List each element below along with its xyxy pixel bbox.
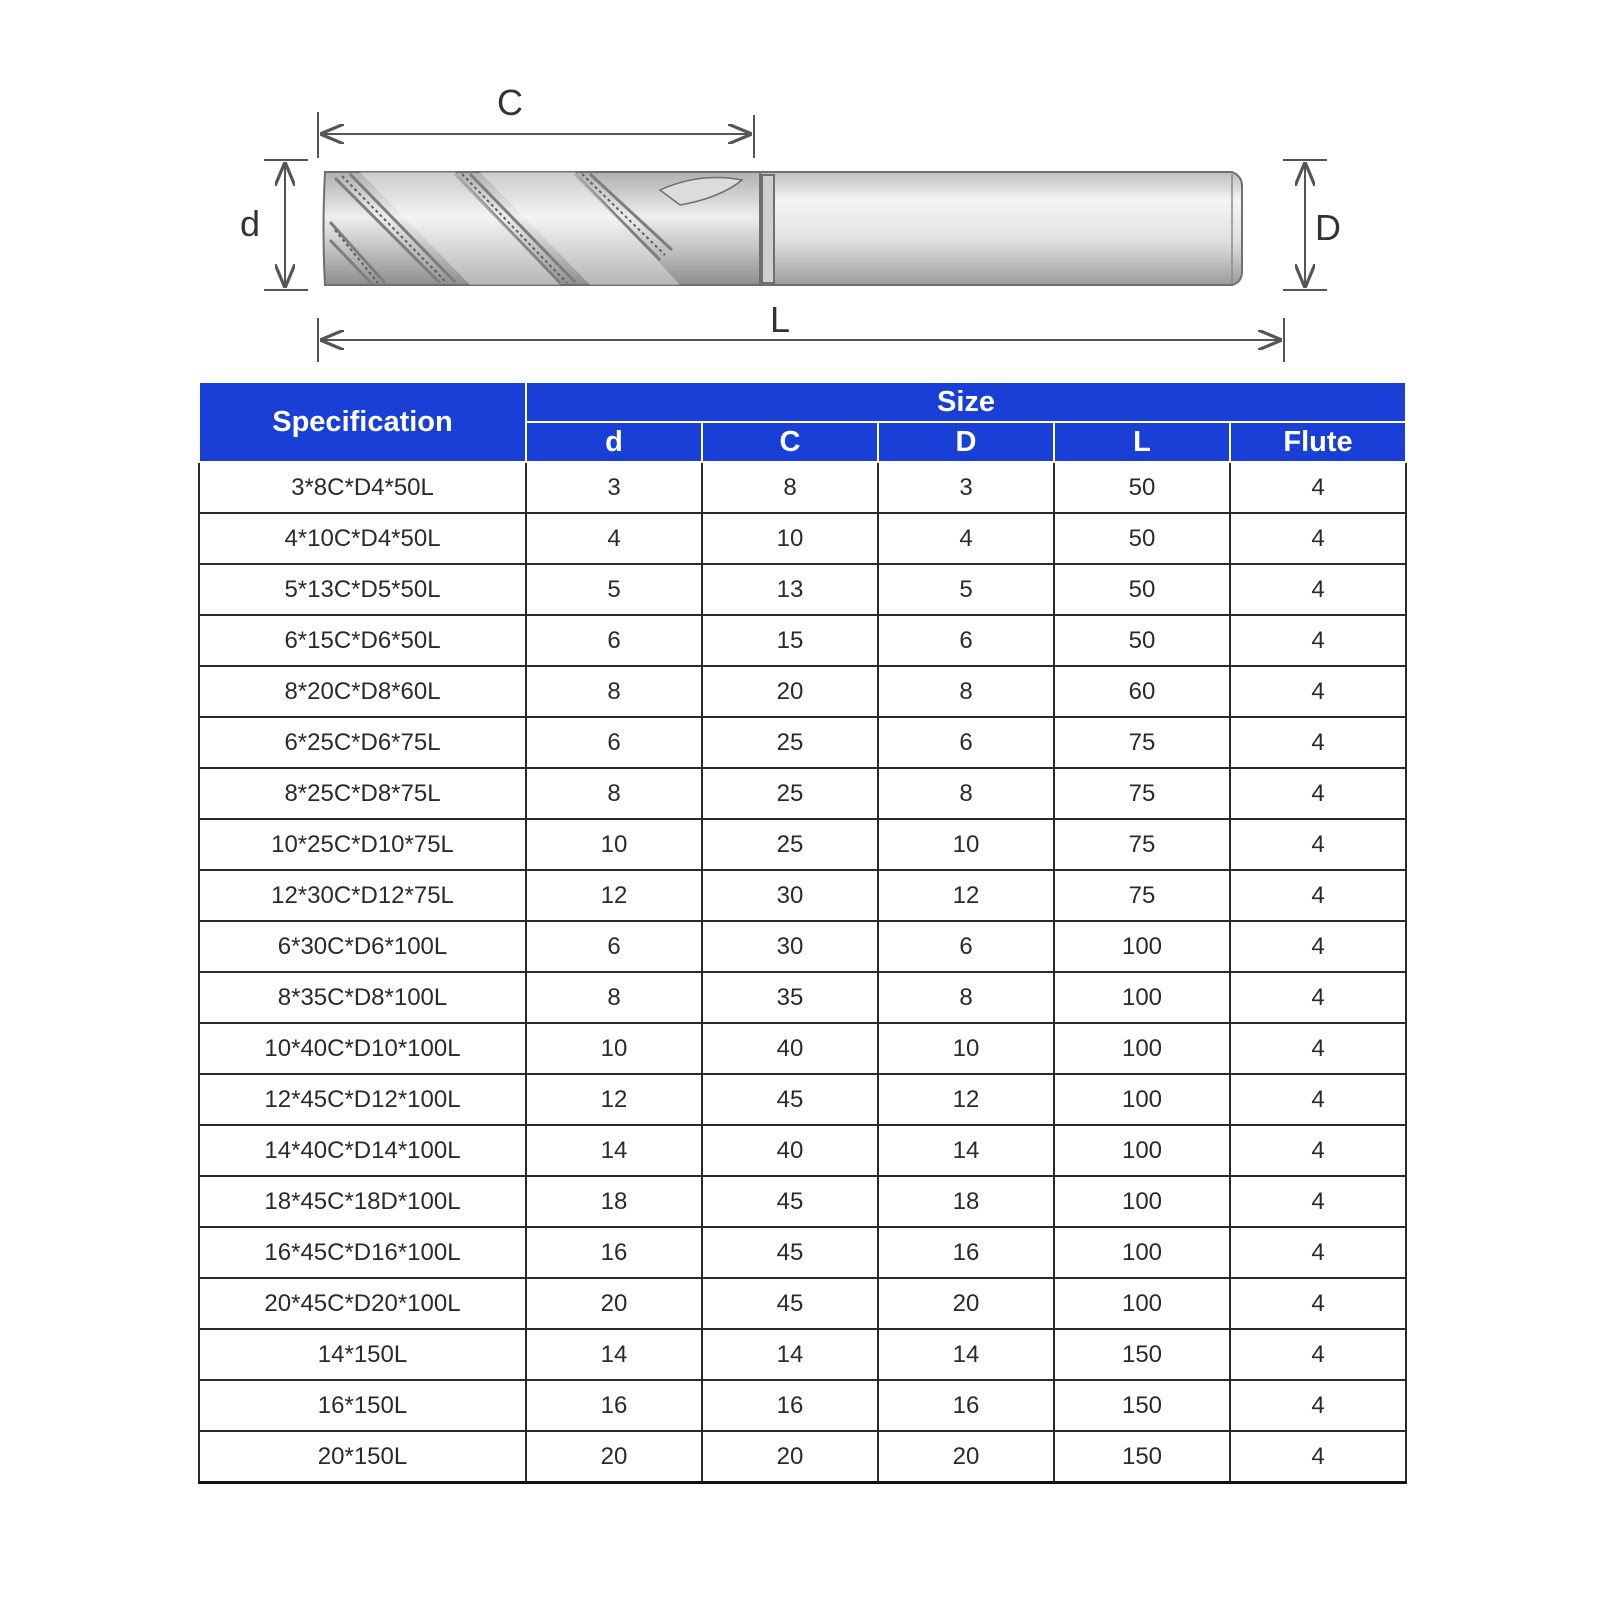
value-cell: 4: [1230, 564, 1406, 615]
value-cell: 100: [1054, 1176, 1230, 1227]
value-cell: 4: [1230, 462, 1406, 513]
table-row: [199, 1431, 1406, 1483]
label-l: L: [769, 299, 791, 340]
value-cell: 50: [1054, 564, 1230, 615]
value-cell: 4: [1230, 870, 1406, 921]
value-cell: 4: [1230, 1074, 1406, 1125]
value-cell: 4: [1230, 819, 1406, 870]
table-row: [199, 1227, 1406, 1278]
column-header-c: C: [702, 422, 878, 462]
value-cell: 14: [702, 1329, 878, 1380]
value-cell: 12: [526, 1074, 702, 1125]
value-cell: 50: [1054, 462, 1230, 513]
value-cell: 4: [1230, 717, 1406, 768]
value-cell: 4: [1230, 1380, 1406, 1431]
table-row: [199, 1329, 1406, 1380]
value-cell: 4: [1230, 921, 1406, 972]
value-cell: 10: [878, 1023, 1054, 1074]
value-cell: 4: [1230, 1431, 1406, 1483]
value-cell: 15: [702, 615, 878, 666]
table-row: [199, 921, 1406, 972]
table-row: [199, 1074, 1406, 1125]
table-row: [199, 768, 1406, 819]
value-cell: 45: [702, 1278, 878, 1329]
value-cell: 20: [526, 1431, 702, 1483]
table-row: [199, 513, 1406, 564]
value-cell: 4: [526, 513, 702, 564]
value-cell: 35: [702, 972, 878, 1023]
value-cell: 4: [1230, 513, 1406, 564]
spec-cell: 6*25C*D6*75L: [199, 717, 526, 768]
spec-cell: 5*13C*D5*50L: [199, 564, 526, 615]
value-cell: 6: [526, 615, 702, 666]
label-d: d: [239, 203, 261, 244]
value-cell: 75: [1054, 819, 1230, 870]
value-cell: 10: [526, 1023, 702, 1074]
table-row: [199, 666, 1406, 717]
value-cell: 5: [878, 564, 1054, 615]
value-cell: 6: [878, 921, 1054, 972]
column-header-flute: Flute: [1230, 422, 1406, 462]
value-cell: 14: [526, 1125, 702, 1176]
table-row: [199, 1278, 1406, 1329]
value-cell: 50: [1054, 513, 1230, 564]
value-cell: 100: [1054, 1227, 1230, 1278]
table-row: [199, 717, 1406, 768]
value-cell: 100: [1054, 1074, 1230, 1125]
value-cell: 8: [878, 768, 1054, 819]
value-cell: 25: [702, 819, 878, 870]
value-cell: 150: [1054, 1380, 1230, 1431]
spec-cell: 14*40C*D14*100L: [199, 1125, 526, 1176]
spec-cell: 10*25C*D10*75L: [199, 819, 526, 870]
value-cell: 14: [878, 1329, 1054, 1380]
column-header-d: d: [526, 422, 702, 462]
spec-cell: 8*35C*D8*100L: [199, 972, 526, 1023]
value-cell: 6: [878, 615, 1054, 666]
size-header: Size: [526, 382, 1406, 422]
table-row: [199, 1023, 1406, 1074]
value-cell: 10: [526, 819, 702, 870]
table-row: [199, 870, 1406, 921]
value-cell: 100: [1054, 1023, 1230, 1074]
value-cell: 4: [1230, 666, 1406, 717]
table-row: [199, 1176, 1406, 1227]
value-cell: 75: [1054, 870, 1230, 921]
value-cell: 16: [526, 1227, 702, 1278]
value-cell: 4: [1230, 1227, 1406, 1278]
value-cell: 3: [526, 462, 702, 513]
value-cell: 18: [878, 1176, 1054, 1227]
spec-cell: 6*30C*D6*100L: [199, 921, 526, 972]
value-cell: 12: [526, 870, 702, 921]
value-cell: 12: [878, 1074, 1054, 1125]
value-cell: 16: [526, 1380, 702, 1431]
spec-cell: 10*40C*D10*100L: [199, 1023, 526, 1074]
table-row: [199, 819, 1406, 870]
value-cell: 8: [878, 666, 1054, 717]
spec-cell: 16*45C*D16*100L: [199, 1227, 526, 1278]
dimension-c: [318, 82, 754, 158]
value-cell: 75: [1054, 717, 1230, 768]
value-cell: 4: [1230, 1125, 1406, 1176]
value-cell: 4: [1230, 1278, 1406, 1329]
table-row: [199, 564, 1406, 615]
table-row: [199, 1380, 1406, 1431]
value-cell: 8: [702, 462, 878, 513]
value-cell: 6: [526, 717, 702, 768]
column-header-d: D: [878, 422, 1054, 462]
value-cell: 14: [878, 1125, 1054, 1176]
spec-cell: 12*45C*D12*100L: [199, 1074, 526, 1125]
value-cell: 14: [526, 1329, 702, 1380]
value-cell: 3: [878, 462, 1054, 513]
value-cell: 8: [878, 972, 1054, 1023]
specification-table: [198, 381, 1407, 1484]
dimension-l: [318, 299, 1284, 362]
value-cell: 10: [878, 819, 1054, 870]
value-cell: 4: [878, 513, 1054, 564]
label-D: D: [1315, 207, 1341, 248]
value-cell: 30: [702, 921, 878, 972]
table-row: [199, 972, 1406, 1023]
spec-cell: 4*10C*D4*50L: [199, 513, 526, 564]
value-cell: 6: [878, 717, 1054, 768]
value-cell: 150: [1054, 1329, 1230, 1380]
dimension-D: [1283, 160, 1341, 290]
value-cell: 4: [1230, 972, 1406, 1023]
value-cell: 16: [878, 1380, 1054, 1431]
value-cell: 4: [1230, 1329, 1406, 1380]
value-cell: 45: [702, 1227, 878, 1278]
spec-cell: 8*20C*D8*60L: [199, 666, 526, 717]
value-cell: 100: [1054, 1125, 1230, 1176]
value-cell: 16: [878, 1227, 1054, 1278]
spec-cell: 20*150L: [199, 1431, 526, 1483]
value-cell: 75: [1054, 768, 1230, 819]
spec-cell: 14*150L: [199, 1329, 526, 1380]
label-c: C: [497, 82, 523, 123]
value-cell: 12: [878, 870, 1054, 921]
end-mill-diagram: [0, 0, 1600, 380]
value-cell: 150: [1054, 1431, 1230, 1483]
dimension-d: [240, 160, 308, 290]
value-cell: 20: [878, 1431, 1054, 1483]
value-cell: 8: [526, 768, 702, 819]
value-cell: 40: [702, 1023, 878, 1074]
spec-cell: 8*25C*D8*75L: [199, 768, 526, 819]
value-cell: 20: [526, 1278, 702, 1329]
end-mill-tool: [324, 172, 1243, 285]
table-row: [199, 615, 1406, 666]
value-cell: 60: [1054, 666, 1230, 717]
value-cell: 16: [702, 1380, 878, 1431]
value-cell: 25: [702, 717, 878, 768]
spec-cell: 20*45C*D20*100L: [199, 1278, 526, 1329]
value-cell: 4: [1230, 615, 1406, 666]
value-cell: 20: [878, 1278, 1054, 1329]
value-cell: 13: [702, 564, 878, 615]
value-cell: 6: [526, 921, 702, 972]
column-header-l: L: [1054, 422, 1230, 462]
value-cell: 18: [526, 1176, 702, 1227]
value-cell: 5: [526, 564, 702, 615]
value-cell: 45: [702, 1074, 878, 1125]
value-cell: 25: [702, 768, 878, 819]
value-cell: 4: [1230, 1176, 1406, 1227]
value-cell: 45: [702, 1176, 878, 1227]
value-cell: 4: [1230, 1023, 1406, 1074]
specification-header: Specification: [199, 382, 526, 462]
value-cell: 30: [702, 870, 878, 921]
value-cell: 50: [1054, 615, 1230, 666]
value-cell: 20: [702, 666, 878, 717]
spec-cell: 16*150L: [199, 1380, 526, 1431]
value-cell: 10: [702, 513, 878, 564]
value-cell: 20: [702, 1431, 878, 1483]
table-row: [199, 1125, 1406, 1176]
value-cell: 40: [702, 1125, 878, 1176]
spec-cell: 6*15C*D6*50L: [199, 615, 526, 666]
value-cell: 4: [1230, 768, 1406, 819]
value-cell: 100: [1054, 1278, 1230, 1329]
spec-cell: 18*45C*18D*100L: [199, 1176, 526, 1227]
spec-cell: 12*30C*D12*75L: [199, 870, 526, 921]
value-cell: 100: [1054, 972, 1230, 1023]
value-cell: 8: [526, 666, 702, 717]
value-cell: 8: [526, 972, 702, 1023]
value-cell: 100: [1054, 921, 1230, 972]
table-row: [199, 462, 1406, 513]
spec-cell: 3*8C*D4*50L: [199, 462, 526, 513]
